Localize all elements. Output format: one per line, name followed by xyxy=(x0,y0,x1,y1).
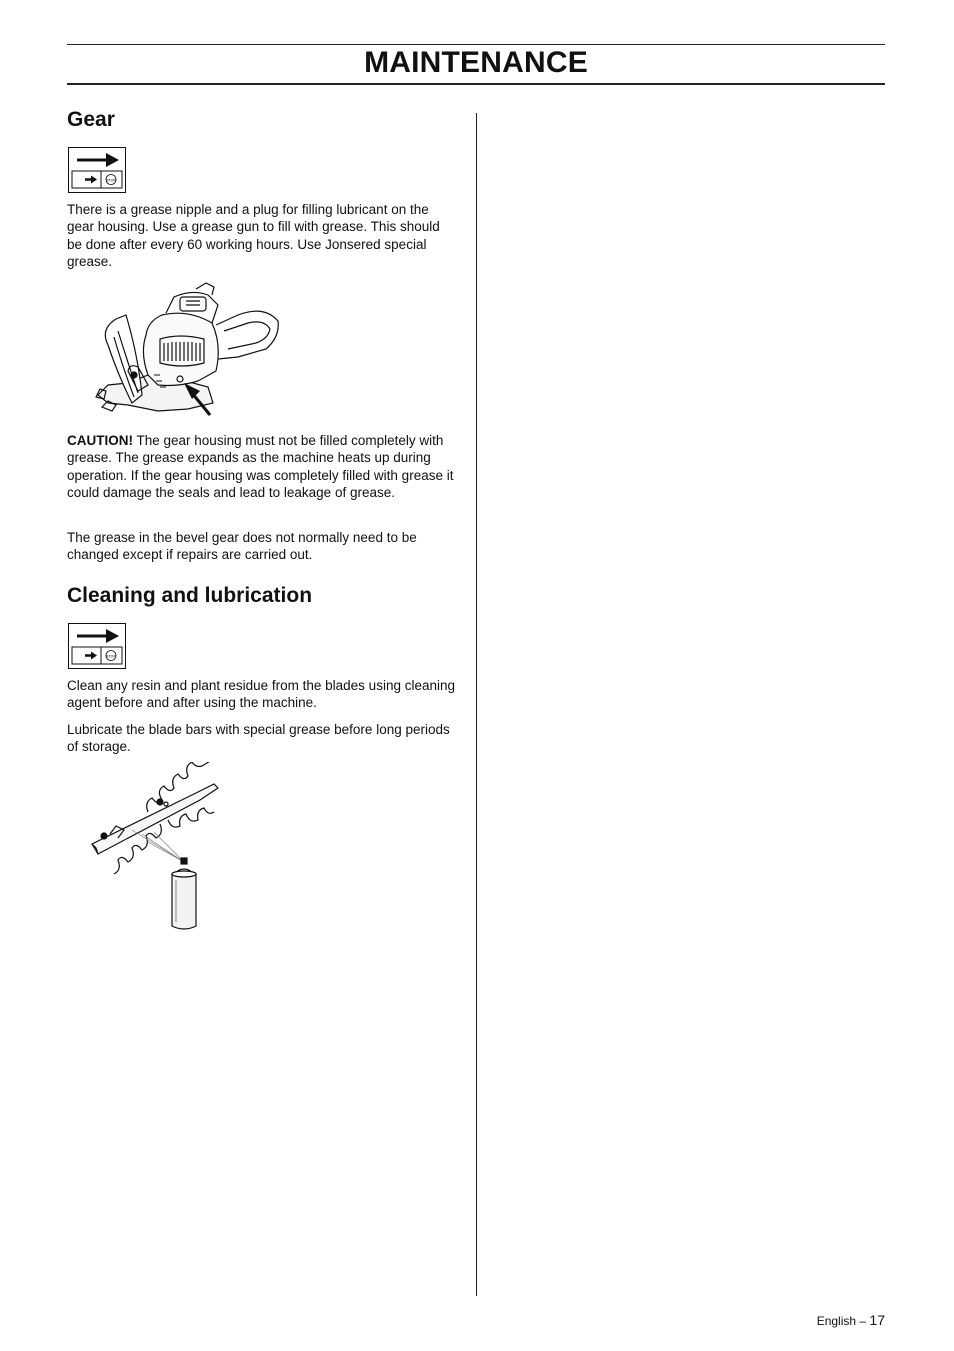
gear-heading: Gear xyxy=(67,108,115,131)
page-footer xyxy=(817,1312,885,1328)
cleaning-paragraph-2: Lubricate the blade bars with special grease before long periods of storage. xyxy=(67,722,450,755)
footer-separator: – xyxy=(859,1314,867,1328)
gear-caution-paragraph xyxy=(67,432,457,502)
page-number: 17 xyxy=(869,1312,885,1328)
stop-engine-procedure-icon xyxy=(68,147,126,193)
blade-lubrication-spray-illustration xyxy=(88,762,228,932)
cleaning-paragraph-1: Clean any resin and plant residue from the blades using cleaning agent before and after using the machine. xyxy=(67,678,455,711)
cleaning-heading: Cleaning and lubrication xyxy=(67,584,313,607)
svg-text:STOP: STOP xyxy=(106,178,116,183)
footer-language: English xyxy=(816,1314,857,1328)
gear-paragraph-1: There is a grease nipple and a plug for filling lubricant on the gear housing. Use a grease gun to fill with grease. This should be done after every 60 working hours. Use Jonsered special grease. xyxy=(67,202,440,270)
page-header xyxy=(67,44,885,85)
caution-text: The gear housing must not be filled completely with grease. The grease expands as the machine heats up during operation. If the gear housing was completely filled with grease it could damage the seals and lead to leakage of grease. xyxy=(67,433,454,501)
gear-paragraph-3: The grease in the bevel gear does not normally need to be changed except if repairs are carried out. xyxy=(67,530,417,563)
stop-engine-procedure-icon xyxy=(68,623,126,669)
page-title: MAINTENANCE xyxy=(364,46,588,79)
svg-text:STOP: STOP xyxy=(106,654,116,659)
hedge-trimmer-gear-housing-illustration xyxy=(88,275,284,423)
caution-label: CAUTION! xyxy=(67,433,133,448)
column-divider xyxy=(476,113,477,1296)
